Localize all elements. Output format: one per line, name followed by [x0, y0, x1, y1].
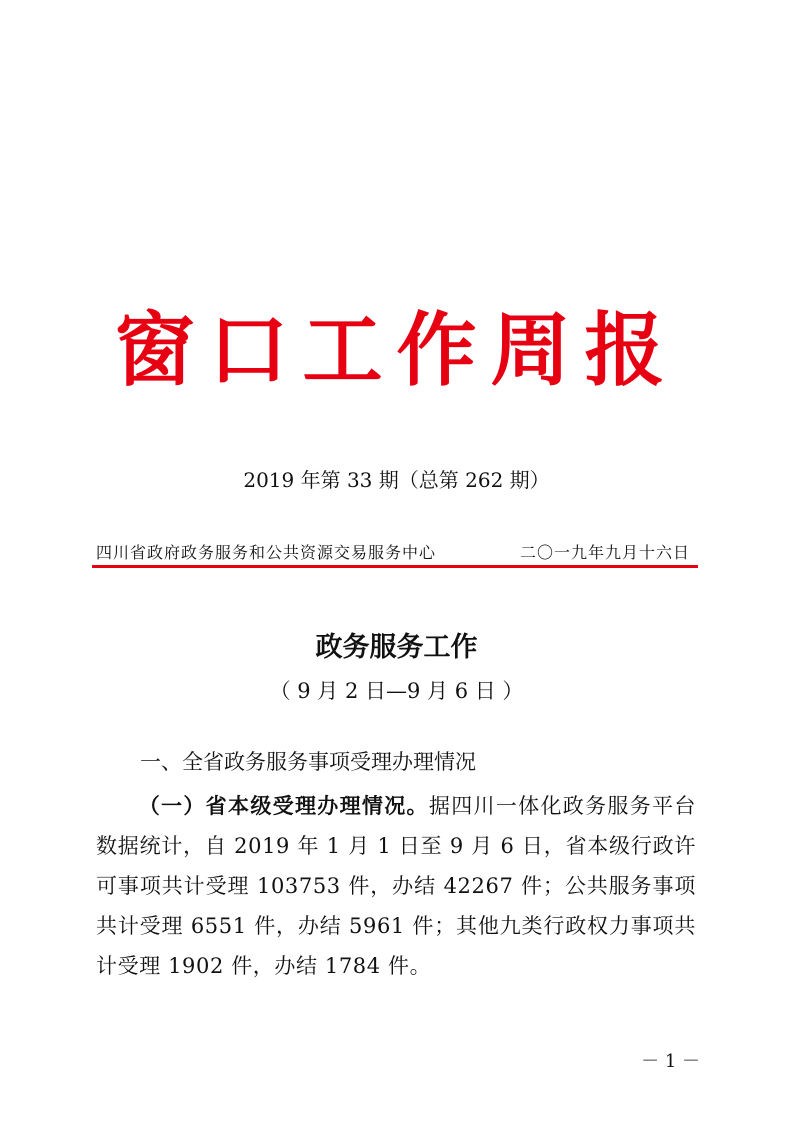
page-number: － 1 －	[641, 1051, 700, 1072]
section-date-range: （ 9 月 2 日—9 月 6 日 ）	[269, 679, 524, 703]
paragraph-text: 据四川一体化政务服务平台数据统计，自 2019 年 1 月 1 日至 9 月 6 日，省本级行政许可事项共计受理 103753 件，办结 42267 件；公共服务事项共计受理 6551 件，办结 5961 件；其他九类行政权力事项共计受理 1902 件，办结 1784 件。	[96, 794, 696, 978]
heading-level-1: 一、全省政务服务事项受理办理情况	[140, 750, 476, 774]
issue-number: 2019 年第 33 期（总第 262 期）	[243, 468, 550, 492]
publication-date: 二〇一九年九月十六日	[520, 543, 691, 562]
section-title: 政务服务工作	[315, 632, 478, 663]
masthead-title: 窗口工作周报	[114, 303, 679, 397]
red-divider-line	[92, 565, 698, 568]
issuing-organization: 四川省政府政务服务和公共资源交易服务中心	[96, 543, 437, 562]
body-paragraph	[96, 786, 696, 986]
paragraph-lead-heading: （一）省本级受理办理情况。	[138, 793, 429, 818]
